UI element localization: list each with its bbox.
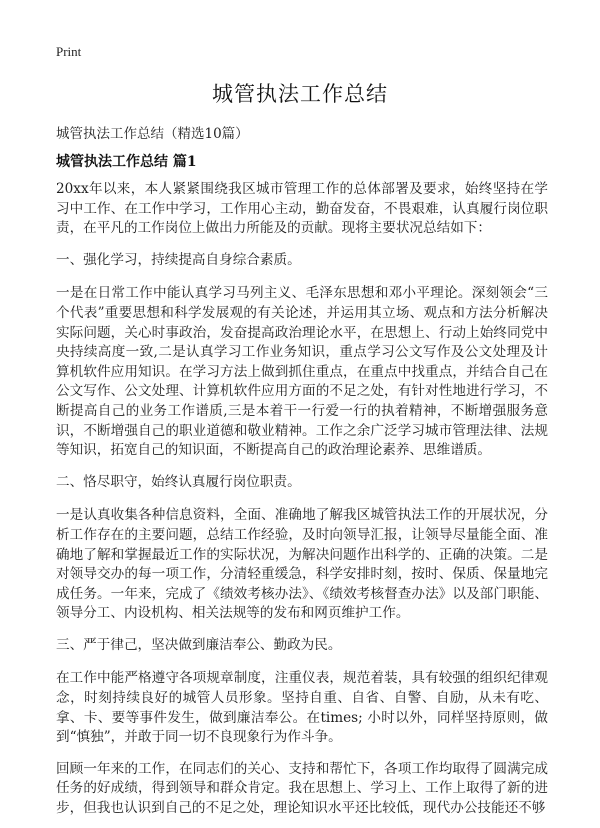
- paragraph-review: 回顾一年来的工作，在同志们的关心、支持和帮忙下，各项工作均取得了圆满完成任务的好成绩，得到领导和群众肯定。我在思想上、学习上、工作上取得了新的进步，但我也认识到自己的不足之处，理论知识水平还比较低，现代办公技能还不够: [56, 760, 548, 817]
- paragraph-study: 一是在日常工作中能认真学习马列主义、毛泽东思想和邓小平理论。深刻领会“三个代表”重要思想和科学发展观的有关论述，并运用其立场、观点和方法分析解决实际问题，关心时事政治，发奋提高政治理论水平，在思想上、行动上始终同党中央持续高度一致,二是认真学习工作业务知识，重点学习公文写作及公文处理及计算机软件应用知识。在学习方法上做到抓住重点，在重点中找重点，并结合自己在公文写作、公文处理、计算机软件应用方面的不足之处，有针对性地进行学习，不断提高自己的业务工作谱质,三是本着干一行爱一行的执着精神，不断增强服务意识，不断增强自己的职业道德和敬业精神。工作之余广泛学习城市管理法律、法规等知识，拓宽自己的知识面，不断提高自己的政治理论素养、思维谱质。: [56, 285, 548, 459]
- print-link[interactable]: Print: [56, 44, 82, 59]
- paragraph-heading-1: 一、强化学习，持续提高自身综合素质。: [56, 251, 301, 268]
- document-title: 城管执法工作总结: [212, 82, 388, 106]
- document-body: [56, 180, 548, 828]
- section-heading: 城管执法工作总结 篇1: [56, 154, 197, 170]
- paragraph-discipline: 在工作中能严格遵守各项规章制度，注重仪表，规范着装，具有较强的组织纪律观念，时刻持续良好的城管人员形象。坚持自重、自省、自警、自励，从未有吃、拿、卡、要等事件发生，做到廉洁奉公。在times; 小时以外，同样坚持原则，做到“慎独”，并敢于同一切不良现象行为作斗争。: [56, 670, 548, 746]
- paragraph-heading-3: 三、严于律己，坚决做到廉洁奉公、勤政为民。: [56, 636, 342, 653]
- paragraph-intro: 20xx年以来，本人紧紧围绕我区城市管理工作的总体部署及要求，始终坚持在学习中工作、在工作中学习，工作用心主动，勤奋发奋，不畏艰难，认真履行岗位职责，在平凡的工作岗位上做出力所能及的贡献。现将主要状况总结如下：: [56, 181, 548, 237]
- paragraph-heading-2: 二、恪尽职守，始终认真履行岗位职责。: [56, 473, 301, 490]
- document-subtitle: 城管执法工作总结（精选10篇）: [56, 126, 249, 142]
- paragraph-duties: 一是认真收集各种信息资料，全面、准确地了解我区城管执法工作的开展状况，分析工作存在的主要问题，总结工作经验，及时向领导汇报，让领导尽量能全面、准确地了解和掌握最近工作的实际状况，为解决问题作出科学的、正确的决策。二是对领导交办的每一项工作，分清轻重缓急，科学安排时刻，按时、保质、保量地完成任务。一年来，完成了《绩效考核办法》、《绩效考核督查办法》以及部门职能、领导分工、内设机构、相关法规等的发布和网页维护工作。: [56, 507, 548, 622]
